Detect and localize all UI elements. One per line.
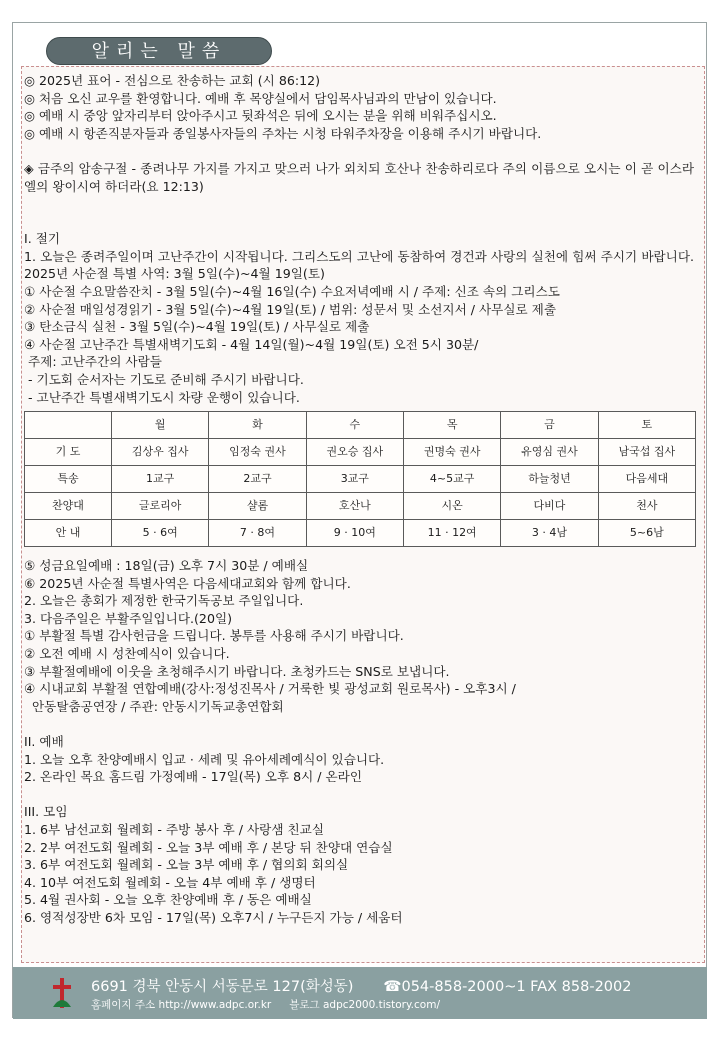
table-corner — [25, 412, 112, 439]
meeting-line: 6. 영적성장반 6차 모임 - 17일(목) 오후7시 / 누구든지 가능 / 세움터 — [24, 909, 403, 925]
season-line: ③ 부활절예배에 이웃을 초청해주시기 바랍니다. 초청카드는 SNS로 보냅니다. — [24, 663, 450, 679]
row-label: 기 도 — [25, 439, 112, 466]
table-cell: 김상우 집사 — [112, 439, 209, 466]
table-cell: 9 · 10여 — [306, 520, 403, 547]
footer-links — [91, 997, 440, 1012]
season-line: - 기도회 순서자는 기도로 준비해 주시기 바랍니다. — [24, 371, 304, 387]
church-logo-icon — [51, 977, 73, 1009]
meeting-line: 2. 2부 여전도회 월례회 - 오늘 3부 예배 후 / 본당 뒤 찬양대 연습실 — [24, 839, 393, 855]
homepage-link[interactable]: 홈페이지 주소 http://www.adpc.or.kr — [91, 999, 272, 1011]
table-header-cell: 수 — [306, 412, 403, 439]
footer-contact — [91, 975, 631, 996]
season-item-1: 1. 오늘은 종려주일이며 고난주간이 시작됩니다. 그리스도의 고난에 동참하여 경건과 사랑의 실천에 힘써 주시기 바랍니다. 2025년 사순절 특별 사역: 3월 5일(수)~4월 19일(토) — [24, 248, 694, 282]
footer-phone: ☎054-858-2000~1 FAX 858-2002 — [383, 979, 632, 995]
table-cell: 1교구 — [112, 466, 209, 493]
blog-link[interactable]: 블로그 adpc2000.tistory.com/ — [289, 999, 440, 1011]
row-label: 찬양대 — [25, 493, 112, 520]
row-label: 특송 — [25, 466, 112, 493]
season-line: - 고난주간 특별새벽기도시 차량 운행이 있습니다. — [24, 389, 300, 405]
table-cell: 5~6남 — [598, 520, 695, 547]
notice-parking: ◎ 예배 시 항존직분자들과 종일봉사자들의 주차는 시청 타워주차장을 이용해 주시기 바랍니다. — [24, 125, 542, 141]
section-heading-worship: II. 예배 — [24, 734, 64, 750]
season-line: 3. 다음주일은 부활주일입니다.(20일) — [24, 610, 233, 626]
table-cell: 샬롬 — [209, 493, 306, 520]
season-line: 2. 오늘은 총회가 제정한 한국기독공보 주일입니다. — [24, 593, 304, 609]
season-line: ⑤ 성금요일예배 : 18일(금) 오후 7시 30분 / 예배실 — [24, 558, 309, 574]
season-line: ② 사순절 매일성경읽기 - 3월 5일(수)~4월 19일(토) / 범위: 성문서 및 소선지서 / 사무실로 제출 — [24, 301, 557, 317]
table-cell: 권명숙 권사 — [403, 439, 500, 466]
table-cell: 7 · 8여 — [209, 520, 306, 547]
table-cell: 5 · 6여 — [112, 520, 209, 547]
table-cell: 유영심 권사 — [501, 439, 598, 466]
table-row — [25, 466, 696, 493]
table-row — [25, 520, 696, 547]
table-cell: 다비다 — [501, 493, 598, 520]
notice-seating: ◎ 예배 시 중앙 앞자리부터 앉아주시고 뒷좌석은 뒤에 오시는 분을 위해 비워주십시오. — [24, 108, 497, 124]
table-cell: 3 · 4남 — [501, 520, 598, 547]
table-header-cell: 금 — [501, 412, 598, 439]
meeting-line: 5. 4월 권사회 - 오늘 오후 찬양예배 후 / 동은 예배실 — [24, 892, 312, 908]
worship-line: 1. 오늘 오후 찬양예배시 입교 · 세례 및 유아세례예식이 있습니다. — [24, 751, 385, 767]
table-cell: 천사 — [598, 493, 695, 520]
section-heading-meetings: III. 모임 — [24, 804, 68, 820]
memory-verse: ◈ 금주의 암송구절 - 종려나무 가지를 가지고 맞으러 나가 외치되 호산나 찬송하리로다 주의 이름으로 오시는 이 곧 이스라엘의 왕이시여 하더라(요 12:13) — [24, 160, 694, 194]
season-line: ② 오전 예배 시 성찬예식이 있습니다. — [24, 646, 230, 662]
table-cell: 시온 — [403, 493, 500, 520]
table-cell: 하늘청년 — [501, 466, 598, 493]
season-line: ③ 탄소금식 실천 - 3월 5일(수)~4월 19일(토) / 사무실로 제출 — [24, 319, 370, 335]
table-row — [25, 439, 696, 466]
table-cell: 임정숙 권사 — [209, 439, 306, 466]
season-line: ① 사순절 수요말씀잔치 - 3월 5일(수)~4월 16일(수) 수요저녁예배 시 / 주제: 신조 속의 그리스도 — [24, 283, 560, 299]
table-cell: 호산나 — [306, 493, 403, 520]
season-line: 안동탈춤공연장 / 주관: 안동시기독교총연합회 — [24, 698, 284, 714]
announcements-body — [24, 72, 694, 927]
notice-motto: ◎ 2025년 표어 - 전심으로 찬송하는 교회 (시 86:12) — [24, 73, 321, 88]
notice-welcome: ◎ 처음 오신 교우를 환영합니다. 예배 후 목양실에서 담임목사님과의 만남이 있습니다. — [24, 90, 497, 106]
prayer-schedule-table — [24, 411, 696, 547]
table-cell: 다음세대 — [598, 466, 695, 493]
table-header-row — [25, 412, 696, 439]
table-header-cell: 월 — [112, 412, 209, 439]
page-title: 알리는 말씀 — [46, 37, 272, 65]
meeting-line: 4. 10부 여전도회 월례회 - 오늘 4부 예배 후 / 생명터 — [24, 874, 316, 890]
footer-address: 6691 경북 안동시 서동문로 127(화성동) — [91, 979, 354, 995]
meeting-line: 1. 6부 남선교회 월례회 - 주방 봉사 후 / 사랑샘 친교실 — [24, 822, 324, 837]
table-cell: 2교구 — [209, 466, 306, 493]
footer-bar — [13, 967, 707, 1019]
table-row — [25, 493, 696, 520]
season-line: 주제: 고난주간의 사람들 — [24, 354, 162, 370]
worship-line: 2. 온라인 목요 홈드림 가정예배 - 17일(목) 오후 8시 / 온라인 — [24, 769, 363, 785]
table-header-cell: 토 — [598, 412, 695, 439]
season-line: ④ 시내교회 부활절 연합예배(강사:정성진목사 / 거룩한 빛 광성교회 원로목사) - 오후3시 / — [24, 681, 516, 697]
meeting-line: 3. 6부 여전도회 월례회 - 오늘 3부 예배 후 / 협의회 회의실 — [24, 857, 349, 873]
table-cell: 4~5교구 — [403, 466, 500, 493]
season-line: ① 부활절 특별 감사헌금을 드립니다. 봉투를 사용해 주시기 바랍니다. — [24, 628, 404, 644]
table-cell: 남국섭 집사 — [598, 439, 695, 466]
table-header-cell: 화 — [209, 412, 306, 439]
season-line: ⑥ 2025년 사순절 특별사역은 다음세대교회와 함께 합니다. — [24, 575, 351, 591]
table-header-cell: 목 — [403, 412, 500, 439]
table-cell: 권오승 집사 — [306, 439, 403, 466]
table-cell: 3교구 — [306, 466, 403, 493]
table-cell: 글로리아 — [112, 493, 209, 520]
season-line: ④ 사순절 고난주간 특별새벽기도회 - 4월 14일(월)~4월 19일(토) 오전 5시 30분/ — [24, 336, 479, 352]
table-cell: 11 · 12여 — [403, 520, 500, 547]
section-heading-season: I. 절기 — [24, 231, 61, 247]
row-label: 안 내 — [25, 520, 112, 547]
